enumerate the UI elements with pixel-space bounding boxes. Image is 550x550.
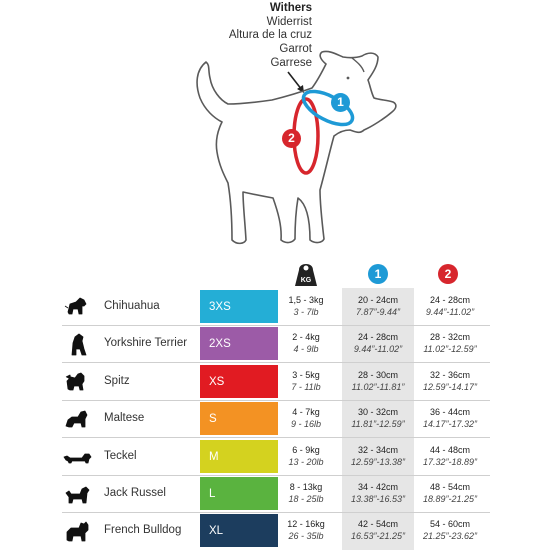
weight-cell xyxy=(270,444,342,468)
chest-cell xyxy=(414,331,486,355)
table-row xyxy=(0,400,550,437)
chest-cell-imperial: 11.02”-12.59” xyxy=(423,344,477,355)
table-row xyxy=(0,475,550,512)
neck-cell-imperial: 9.44”-11.02” xyxy=(353,344,403,355)
kg-label: KG xyxy=(300,277,312,284)
neck-cell-value: 30 - 32cm xyxy=(357,407,399,418)
weight-cell-value: 1,5 - 3kg xyxy=(288,295,324,305)
chest-cell xyxy=(414,518,486,542)
header-badge-one-icon: 1 xyxy=(368,264,388,284)
french-bulldog-icon xyxy=(62,518,92,544)
chest-cell xyxy=(414,406,486,430)
label-widerrist: Widerrist xyxy=(266,15,312,28)
chest-cell-imperial: 14.17”-17.32” xyxy=(422,419,478,430)
neck-cell-imperial: 13.38”-16.53” xyxy=(350,494,406,504)
size-label: XS xyxy=(209,375,225,388)
size-badge xyxy=(200,290,278,323)
weight-cell xyxy=(270,294,342,318)
neck-strap xyxy=(299,85,358,132)
neck-cell-imperial: 12.59”-13.38” xyxy=(350,456,406,467)
size-badge xyxy=(200,440,278,473)
badge-two-icon: 2 xyxy=(282,129,301,148)
weight-cell xyxy=(270,518,342,542)
weight-cell-value: 2 - 4kg xyxy=(292,332,320,343)
table-row xyxy=(0,325,550,362)
breed-name: Spitz xyxy=(104,374,130,387)
dog-illustration xyxy=(0,0,550,260)
neck-cell-imperial: 11.02”-11.81” xyxy=(351,381,405,392)
size-label: 2XS xyxy=(209,338,231,351)
size-badge xyxy=(200,327,278,360)
neck-cell xyxy=(342,294,414,318)
chest-cell-value: 32 - 36cm xyxy=(429,369,471,380)
label-altura: Altura de la cruz xyxy=(228,29,312,42)
size-label: L xyxy=(209,488,216,500)
chest-cell-value: 48 - 54cm xyxy=(429,482,471,492)
chest-cell-value: 28 - 32cm xyxy=(429,332,471,343)
teckel-icon xyxy=(62,444,92,470)
label-withers: Withers xyxy=(269,2,312,14)
size-label: S xyxy=(209,413,217,426)
neck-cell xyxy=(342,444,414,468)
size-label: XL xyxy=(209,525,224,538)
kg-weight-icon xyxy=(292,262,320,290)
table-row xyxy=(0,438,550,475)
weight-cell-imperial: 13 - 20lb xyxy=(288,456,324,467)
chest-cell xyxy=(414,369,486,393)
breed-name: Chihuahua xyxy=(104,300,160,312)
neck-cell-value: 28 - 30cm xyxy=(357,369,399,380)
breed-name: Jack Russel xyxy=(104,487,166,499)
weight-cell-imperial: 7 - 11lb xyxy=(291,381,321,392)
weight-cell-value: 8 - 13kg xyxy=(289,482,323,492)
table-row xyxy=(0,363,550,400)
breed-name: Maltese xyxy=(104,412,145,425)
breed-name: French Bulldog xyxy=(104,524,182,537)
neck-cell xyxy=(342,406,414,430)
chest-cell-value: 44 - 48cm xyxy=(429,444,471,455)
badge-one-icon: 1 xyxy=(331,93,350,112)
withers-arrow xyxy=(288,72,304,93)
chest-cell-imperial: 18.89”-21.25” xyxy=(422,494,478,504)
neck-cell-imperial: 11.81”-12.59” xyxy=(351,419,405,430)
chest-cell-value: 36 - 44cm xyxy=(429,407,471,418)
neck-cell xyxy=(342,518,414,542)
label-garrot: Garrot xyxy=(279,43,312,56)
size-badge xyxy=(200,402,278,435)
size-badge xyxy=(200,365,278,398)
neck-cell xyxy=(342,331,414,355)
chihuahua-icon xyxy=(62,294,92,320)
size-badge xyxy=(200,514,278,547)
label-garrese: Garrese xyxy=(270,56,312,69)
weight-cell xyxy=(270,369,342,393)
neck-cell-imperial: 7.87”-9.44” xyxy=(355,307,401,317)
chest-cell-imperial: 21.25”-23.62” xyxy=(422,531,478,542)
chest-cell-value: 24 - 28cm xyxy=(429,295,471,305)
maltese-icon xyxy=(62,406,92,432)
weight-cell-value: 3 - 5kg xyxy=(292,369,320,380)
neck-cell-value: 24 - 28cm xyxy=(357,332,399,343)
weight-cell-imperial: 9 - 16lb xyxy=(290,419,322,430)
neck-cell-value: 20 - 24cm xyxy=(357,295,399,305)
breed-name: Teckel xyxy=(104,449,137,462)
size-label: 3XS xyxy=(209,301,231,313)
weight-cell-value: 4 - 7kg xyxy=(292,407,320,418)
dog-outline xyxy=(197,51,396,243)
chest-cell xyxy=(414,294,486,318)
chest-cell-imperial: 17.32”-18.89” xyxy=(422,456,478,467)
neck-cell xyxy=(342,481,414,505)
chest-cell xyxy=(414,481,486,505)
size-badge xyxy=(200,477,278,510)
neck-cell-imperial: 16.53”-21.25” xyxy=(350,531,406,542)
weight-cell-imperial: 26 - 35lb xyxy=(288,531,324,542)
weight-cell-imperial: 4 - 9lb xyxy=(293,344,319,355)
weight-cell xyxy=(270,406,342,430)
weight-cell-imperial: 18 - 25lb xyxy=(288,494,324,504)
table-row xyxy=(0,288,550,325)
neck-cell-value: 42 - 54cm xyxy=(357,519,399,530)
neck-cell-value: 34 - 42cm xyxy=(357,482,399,492)
neck-cell-value: 32 - 34cm xyxy=(357,444,399,455)
chest-cell-imperial: 9.44”-11.02” xyxy=(425,307,475,317)
breed-name: Yorkshire Terrier xyxy=(104,337,188,350)
spitz-icon xyxy=(62,369,92,395)
weight-cell-value: 12 - 16kg xyxy=(287,519,325,530)
header-badge-two-icon: 2 xyxy=(438,264,458,284)
chest-cell xyxy=(414,444,486,468)
table-row xyxy=(0,512,550,549)
chest-cell-value: 54 - 60cm xyxy=(429,519,471,530)
weight-cell xyxy=(270,331,342,355)
weight-cell xyxy=(270,481,342,505)
chest-cell-imperial: 12.59”-14.17” xyxy=(422,381,478,392)
weight-cell-imperial: 3 - 7lb xyxy=(293,307,319,317)
size-label: M xyxy=(209,450,219,463)
weight-cell-value: 6 - 9kg xyxy=(292,444,320,455)
neck-cell xyxy=(342,369,414,393)
jack-russel-icon xyxy=(62,481,92,507)
yorkshire-terrier-icon xyxy=(62,331,92,357)
